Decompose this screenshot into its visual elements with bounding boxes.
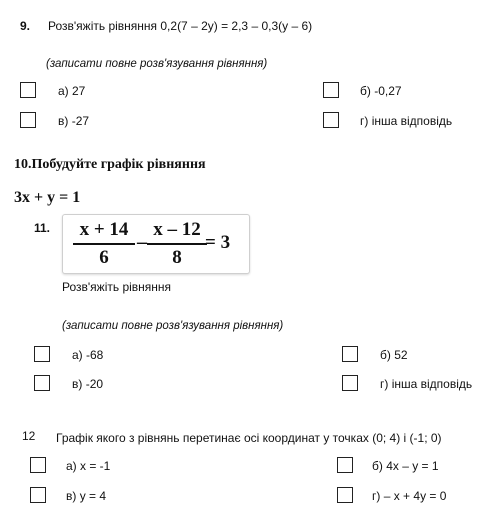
q11-fraction-1-denominator: 6 [99,246,109,268]
q11-number: 11. [34,221,51,235]
q11-fraction-2-numerator: x – 12 [153,219,201,240]
q12-option-c-label: в) y = 4 [66,489,107,503]
q10-equation: 3x + y = 1 [14,189,81,206]
q10-title: 10.Побудуйте графік рівняння [14,157,206,172]
q9-option-c-checkbox[interactable] [20,112,36,128]
q12-option-d-label: г) – x + 4y = 0 [372,489,447,503]
q12-number: 12 [22,429,36,443]
q9-note: (записати повне розв'язування рівняння) [46,58,268,70]
q11-option-d-checkbox[interactable] [342,375,358,391]
q12-option-c-checkbox[interactable] [30,487,46,503]
q11-fraction-1 [73,219,135,269]
q9-option-a-checkbox[interactable] [20,82,36,98]
q11-option-b-label: б) 52 [380,348,408,362]
q12-option-a-checkbox[interactable] [30,457,46,473]
q12-text: Графік якого з рівнянь перетинає осі координат у точках (0; 4) і (-1; 0) [56,431,442,445]
q11-fraction-2-bar [147,243,207,245]
q11-equals: = 3 [205,232,231,253]
q9-option-b-label: б) -0,27 [360,84,402,98]
q11-fraction-1-bar [73,243,135,245]
q11-option-b-checkbox[interactable] [342,346,358,362]
q11-note: (записати повне розв'язування рівняння) [62,320,284,332]
q11-minus-sign: – [137,231,147,253]
q11-option-a-checkbox[interactable] [34,346,50,362]
q11-instruction: Розв'яжіть рівняння [62,280,172,294]
q11-fraction-2-denominator: 8 [172,246,182,268]
q12-option-b-label: б) 4x – y = 1 [372,459,439,473]
q12-option-a-label: а) x = -1 [66,459,111,473]
q11-option-c-checkbox[interactable] [34,375,50,391]
q9-text: Розв'яжіть рівняння 0,2(7 – 2y) = 2,3 – 0,3(y – 6) [48,19,313,33]
q11-option-a-label: а) -68 [72,348,104,362]
q9-option-a-label: а) 27 [58,84,86,98]
q9-number: 9. [20,19,31,33]
q11-option-c-label: в) -20 [72,377,104,391]
q11-fraction-2 [147,219,207,269]
q12-option-d-checkbox[interactable] [337,487,353,503]
q11-fraction-1-numerator: x + 14 [79,219,129,240]
q11-option-d-label: г) інша відповідь [380,377,473,391]
q11-equation-box [62,214,250,274]
q9-option-d-label: г) інша відповідь [360,114,453,128]
q12-option-b-checkbox[interactable] [337,457,353,473]
q9-option-b-checkbox[interactable] [323,82,339,98]
q9-option-c-label: в) -27 [58,114,90,128]
q9-option-d-checkbox[interactable] [323,112,339,128]
